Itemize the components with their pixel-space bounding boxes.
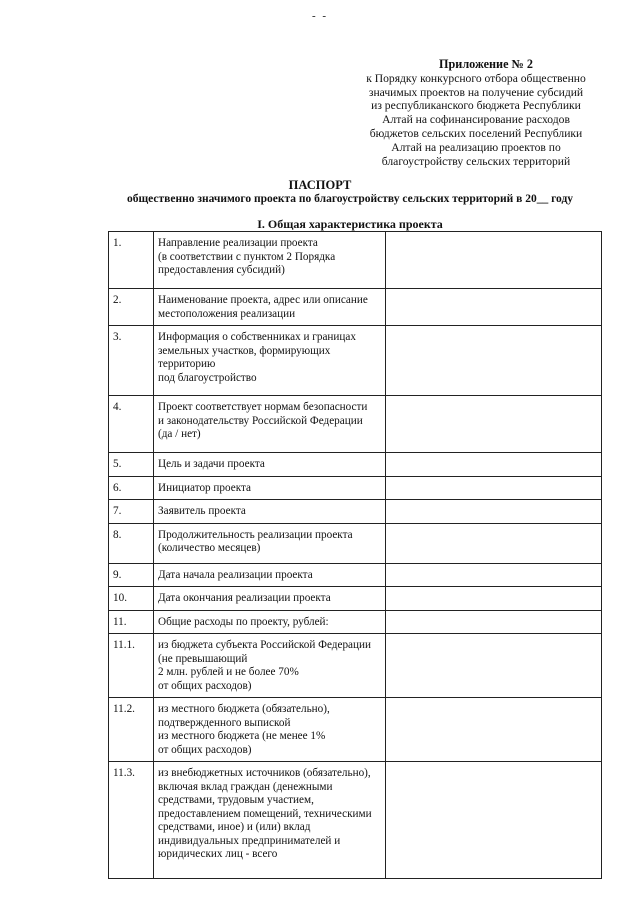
row-description-line: местоположения реализации xyxy=(158,307,296,320)
row-description-line: включая вклад граждан (денежными xyxy=(158,780,333,793)
row-description-line: земельных участков, формирующих xyxy=(158,344,331,357)
row-number: 11.2. xyxy=(109,698,154,762)
row-description xyxy=(154,289,386,326)
row-description xyxy=(154,232,386,289)
appendix-line: бюджетов сельских поселений Республики xyxy=(369,126,583,140)
row-value-cell[interactable] xyxy=(386,698,602,762)
row-description-line: 2 млн. рублей и не более 70% xyxy=(158,666,299,678)
row-description xyxy=(154,634,386,698)
row-description-line: из местного бюджета (не менее 1% xyxy=(158,730,326,742)
appendix-line: Алтай на реализацию проектов по xyxy=(391,140,561,154)
row-description-line: подтвержденного выпиской xyxy=(158,716,291,729)
table-row xyxy=(109,396,602,453)
row-description xyxy=(154,563,386,587)
table-row xyxy=(109,453,602,477)
row-description-line: предоставлением помещений, техническими xyxy=(158,807,372,820)
row-value-cell[interactable] xyxy=(386,634,602,698)
row-number: 3. xyxy=(109,326,154,396)
row-description-line: Дата начала реализации проекта xyxy=(158,568,313,581)
row-description-line: под благоустройство xyxy=(158,371,257,384)
row-number: 4. xyxy=(109,396,154,453)
row-number: 9. xyxy=(109,563,154,587)
row-description xyxy=(154,698,386,762)
row-description-line: Проект соответствует нормам безопасности xyxy=(158,401,368,413)
row-description-line: средствами, трудовым участием, xyxy=(158,794,314,806)
row-description-line: (не превышающий xyxy=(158,652,248,665)
table-row xyxy=(109,610,602,634)
row-value-cell[interactable] xyxy=(386,289,602,326)
document-subtitle: общественно значимого проекта по благоустройству сельских территорий в 20__ году xyxy=(126,193,574,205)
table-row xyxy=(109,698,602,762)
row-number: 7. xyxy=(109,500,154,524)
row-value-cell[interactable] xyxy=(386,326,602,396)
row-description-line: Общие расходы по проекту, рублей: xyxy=(158,615,329,628)
table-row xyxy=(109,232,602,289)
appendix-line: значимых проектов на получение субсидий xyxy=(368,85,584,99)
row-value-cell[interactable] xyxy=(386,500,602,524)
row-description-line: из местного бюджета (обязательно), xyxy=(158,703,330,715)
row-description xyxy=(154,453,386,477)
appendix-line: к Порядку конкурсного отбора общественно xyxy=(366,71,586,85)
row-value-cell[interactable] xyxy=(386,563,602,587)
table-row xyxy=(109,476,602,500)
row-description xyxy=(154,523,386,563)
row-number: 2. xyxy=(109,289,154,326)
row-description xyxy=(154,396,386,453)
table-row xyxy=(109,634,602,698)
table-row xyxy=(109,289,602,326)
document-title: ПАСПОРТ xyxy=(288,178,352,192)
row-description-line: Дата окончания реализации проекта xyxy=(158,592,331,604)
row-description-line: и законодательству Российской Федерации xyxy=(158,414,363,427)
row-description-line: из бюджета субъекта Российской Федерации xyxy=(158,639,371,651)
table-row xyxy=(109,326,602,396)
passport-table xyxy=(108,231,602,879)
row-description-line: из внебюджетных источников (обязательно), xyxy=(158,767,371,779)
row-value-cell[interactable] xyxy=(386,453,602,477)
row-description-line: индивидуальных предпринимателей и xyxy=(158,834,341,847)
row-number: 10. xyxy=(109,587,154,611)
row-description xyxy=(154,476,386,500)
table-row xyxy=(109,563,602,587)
row-value-cell[interactable] xyxy=(386,762,602,879)
row-description-line: предоставления субсидий) xyxy=(158,264,285,276)
appendix-title: Приложение № 2 xyxy=(439,57,533,71)
row-value-cell[interactable] xyxy=(386,396,602,453)
appendix-line: благоустройству сельских территорий xyxy=(381,154,571,168)
row-value-cell[interactable] xyxy=(386,587,602,611)
row-description-line: Заявитель проекта xyxy=(158,505,246,517)
row-description-line: (да / нет) xyxy=(158,428,201,440)
row-number: 11. xyxy=(109,610,154,634)
row-description-line: Инициатор проекта xyxy=(158,481,251,494)
row-value-cell[interactable] xyxy=(386,476,602,500)
row-description-line: средствами, иное) и (или) вклад xyxy=(158,821,311,833)
row-description-line: Цель и задачи проекта xyxy=(158,458,265,470)
table-row xyxy=(109,587,602,611)
row-description xyxy=(154,326,386,396)
table-row xyxy=(109,500,602,524)
row-description xyxy=(154,762,386,879)
appendix-line: из республиканского бюджета Республики xyxy=(371,99,581,113)
row-description-line: юридических лиц - всего xyxy=(158,848,278,860)
row-description-line: от общих расходов) xyxy=(158,743,252,756)
row-description-line: Продолжительность реализации проекта xyxy=(158,528,353,541)
appendix-line: Алтай на софинансирование расходов xyxy=(382,113,570,127)
row-number: 11.3. xyxy=(109,762,154,879)
passport-table-body xyxy=(109,232,602,879)
row-description-line: (в соответствии с пунктом 2 Порядка xyxy=(158,250,336,263)
row-number: 5. xyxy=(109,453,154,477)
section-title: I. Общая характеристика проекта xyxy=(257,217,443,231)
row-description xyxy=(154,587,386,611)
row-description xyxy=(154,500,386,524)
row-number: 6. xyxy=(109,476,154,500)
row-description-line: (количество месяцев) xyxy=(158,542,261,554)
row-value-cell[interactable] xyxy=(386,610,602,634)
row-description-line: территорию xyxy=(158,358,216,370)
row-description xyxy=(154,610,386,634)
appendix-header xyxy=(352,58,600,168)
row-number: 11.1. xyxy=(109,634,154,698)
row-description-line: Направление реализации проекта xyxy=(158,237,318,249)
row-description-line: от общих расходов) xyxy=(158,679,252,692)
row-description-line: Наименование проекта, адрес или описание xyxy=(158,294,368,306)
row-number: 8. xyxy=(109,523,154,563)
row-value-cell[interactable] xyxy=(386,523,602,563)
table-row xyxy=(109,523,602,563)
row-number: 1. xyxy=(109,232,154,289)
row-value-cell[interactable] xyxy=(386,232,602,289)
page-top-mark: - - xyxy=(311,10,329,22)
table-row xyxy=(109,762,602,879)
row-description-line: Информация о собственниках и границах xyxy=(158,331,356,343)
